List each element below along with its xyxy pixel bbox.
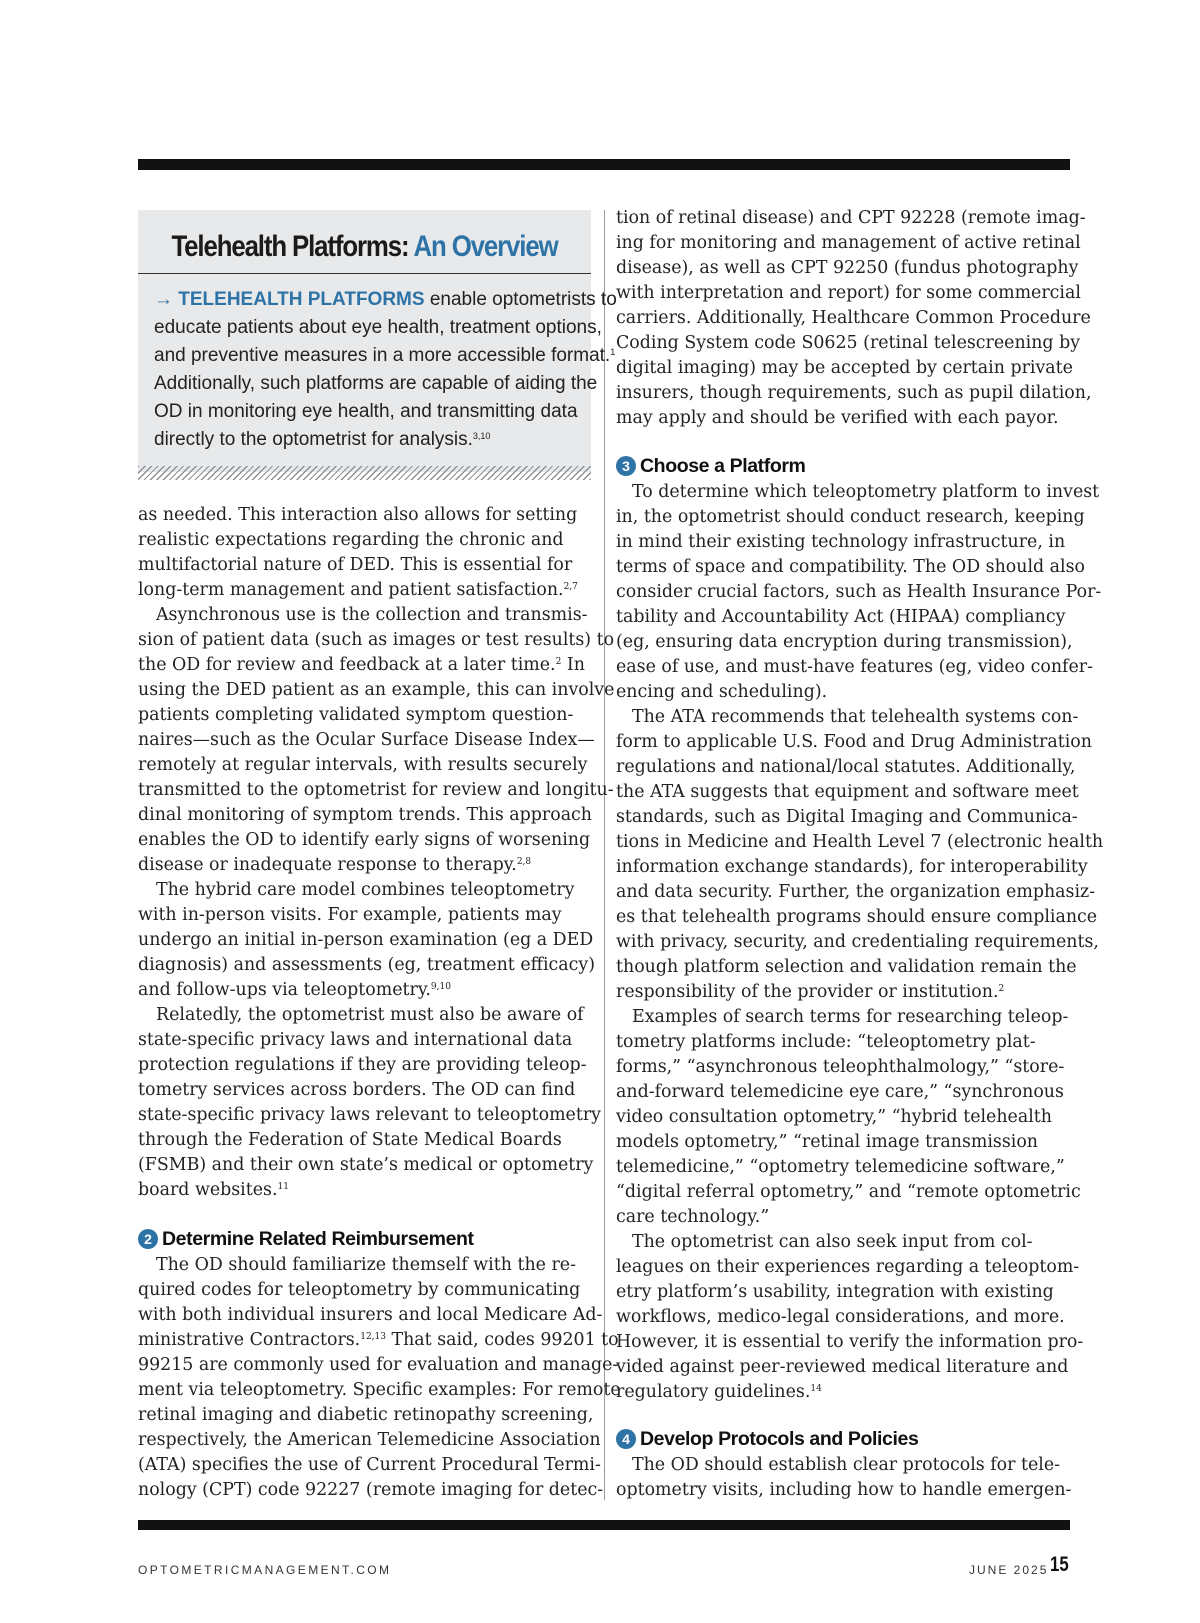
body-text: the OD for review and feedback at a later time.	[138, 655, 556, 675]
body-line: ease of use, and must-have features (eg, video confer-	[616, 657, 1093, 677]
body-text: ministrative Contractors.	[138, 1330, 361, 1350]
body-line: naires—such as the Ocular Surface Disease Index—	[138, 730, 595, 750]
body-line: using the DED patient as an example, this can involve	[138, 680, 615, 700]
sidebar-text	[154, 286, 617, 454]
body-line: with both individual insurers and local Medicare Ad-	[138, 1305, 603, 1325]
body-text: and follow-ups via teleoptometry.	[138, 980, 431, 1000]
body-line: carriers. Additionally, Healthcare Common Procedure	[616, 308, 1091, 328]
section-heading-platform	[616, 455, 805, 478]
body-line: and-forward telemedicine eye care,” “synchronous	[616, 1082, 1064, 1102]
body-text: disease or inadequate response to therapy.	[138, 855, 517, 875]
body-line: The optometrist can also seek input from col-	[632, 1232, 1033, 1252]
body-text: In	[561, 655, 585, 675]
reference-sup: 2,8	[516, 857, 532, 867]
body-line: nology (CPT) code 92227 (remote imaging for detec-	[138, 1480, 604, 1500]
body-line: standards, such as Digital Imaging and Communica-	[616, 807, 1078, 827]
body-line	[138, 653, 585, 678]
body-line: tions in Medicine and Health Level 7 (electronic health	[616, 832, 1104, 852]
body-line: forms,” “asynchronous teleophthalmology,” “store-	[616, 1057, 1065, 1077]
sidebar-lead: TELEHEALTH PLATFORMS	[178, 289, 425, 310]
body-line: es that telehealth programs should ensure compliance	[616, 907, 1098, 927]
body-line: insurers, though requirements, such as pupil dilation,	[616, 383, 1092, 403]
sidebar-line: educate patients about eye health, treatment options,	[154, 317, 602, 338]
body-line: 99215 are commonly used for evaluation and manage-	[138, 1355, 619, 1375]
body-line: the ATA suggests that equipment and software meet	[616, 782, 1079, 802]
sidebar-line: enable optometrists to	[424, 289, 617, 310]
sidebar-title	[170, 230, 560, 264]
body-line: (eg, ensuring data encryption during transmission),	[616, 632, 1073, 652]
sidebar-divider	[138, 273, 591, 274]
body-line: Relatedly, the optometrist must also be aware of	[156, 1005, 584, 1025]
body-line: telemedicine,” “optometry telemedicine software,”	[616, 1157, 1065, 1177]
body-line: leagues on their experiences regarding a teleoptom-	[616, 1257, 1080, 1277]
body-line: models optometry,” “retinal image transmission	[616, 1132, 1039, 1152]
body-line: transmitted to the optometrist for review and longitu-	[138, 780, 614, 800]
body-line: ment via teleoptometry. Specific examples: For remote	[138, 1380, 621, 1400]
body-line: video consultation optometry,” “hybrid telehealth	[616, 1107, 1052, 1127]
body-line: as needed. This interaction also allows for setting	[138, 505, 578, 525]
top-rule	[138, 159, 1070, 170]
sidebar-line: directly to the optometrist for analysis.	[154, 429, 473, 450]
body-line: state-specific privacy laws relevant to teleoptometry	[138, 1105, 601, 1125]
sidebar-title-accent: An Overview	[413, 230, 558, 263]
body-line: workflows, medico-legal considerations, and more.	[616, 1307, 1065, 1327]
body-line	[616, 980, 1004, 1005]
number-badge-icon: 3	[616, 456, 636, 476]
body-line	[138, 853, 531, 878]
reference-sup: 9,10	[430, 982, 451, 992]
body-line: realistic expectations regarding the chronic and	[138, 530, 564, 550]
footer-site: OPTOMETRICMANAGEMENT.COM	[138, 1563, 392, 1577]
body-line: (FSMB) and their own state’s medical or optometry	[138, 1155, 594, 1175]
reference-sup: 3,10	[472, 431, 491, 441]
body-line: digital imaging) may be accepted by certain private	[616, 358, 1073, 378]
body-line: tion of retinal disease) and CPT 92228 (remote imag-	[616, 208, 1086, 228]
body-line: encing and scheduling).	[616, 682, 828, 702]
body-line: ing for monitoring and management of active retinal	[616, 233, 1081, 253]
body-line: though platform selection and validation remain the	[616, 957, 1077, 977]
body-line: The hybrid care model combines teleoptometry	[156, 880, 575, 900]
reference-sup: 2	[998, 984, 1005, 994]
body-line: through the Federation of State Medical Boards	[138, 1130, 562, 1150]
sidebar-line: Additionally, such platforms are capable of aiding the	[154, 373, 598, 394]
body-line: However, it is essential to verify the information pro-	[616, 1332, 1084, 1352]
body-line: “digital referral optometry,” and “remote optometric	[616, 1182, 1081, 1202]
body-line: tometry platforms include: “teleoptometry plat-	[616, 1032, 1036, 1052]
arrow-icon: →	[154, 289, 173, 310]
body-line: sion of patient data (such as images or test results) to	[138, 630, 615, 650]
body-line: with in-person visits. For example, patients may	[138, 905, 562, 925]
body-line: remotely at regular intervals, with results securely	[138, 755, 588, 775]
sidebar-box	[138, 210, 617, 472]
body-line: enables the OD to identify early signs of worsening	[138, 830, 591, 850]
body-line: Coding System code S0625 (retinal telescreening by	[616, 333, 1081, 353]
body-line: The ATA recommends that telehealth systems con-	[632, 707, 1079, 727]
body-line: To determine which teleoptometry platform to invest	[632, 482, 1100, 502]
body-line: Examples of search terms for researching teleop-	[632, 1007, 1069, 1027]
body-line: in mind their existing technology infrastructure, in	[616, 532, 1066, 552]
body-line	[616, 1380, 822, 1405]
number-badge-icon: 2	[138, 1229, 158, 1249]
sidebar-hatch	[138, 466, 591, 480]
sidebar-line: OD in monitoring eye health, and transmitting data	[154, 401, 578, 422]
body-line	[138, 1328, 619, 1353]
body-line: Asynchronous use is the collection and transmis-	[156, 605, 588, 625]
page-number: 15	[1050, 1553, 1069, 1576]
body-line: patients completing validated symptom question-	[138, 705, 574, 725]
body-line: terms of space and compatibility. The OD should also	[616, 557, 1086, 577]
body-line	[138, 978, 451, 1003]
body-line: consider crucial factors, such as Health Insurance Por-	[616, 582, 1102, 602]
sidebar-title-main: Telehealth Platforms:	[171, 230, 409, 263]
body-line: and data security. Further, the organization emphasiz-	[616, 882, 1096, 902]
body-line: undergo an initial in-person examination (eg a DED	[138, 930, 594, 950]
body-text: long-term management and patient satisfaction.	[138, 580, 564, 600]
body-line: disease), as well as CPT 92250 (fundus photography	[616, 258, 1079, 278]
body-line: care technology.”	[616, 1207, 770, 1227]
body-line: tometry services across borders. The OD can find	[138, 1080, 576, 1100]
body-line: information exchange standards), for interoperability	[616, 857, 1088, 877]
body-line: vided against peer-reviewed medical literature and	[616, 1357, 1069, 1377]
body-text: board websites.	[138, 1180, 278, 1200]
number-badge-icon: 4	[616, 1429, 636, 1449]
reference-sup: 2	[555, 657, 562, 667]
footer-date: JUNE 2025	[969, 1563, 1049, 1577]
reference-sup: 14	[810, 1384, 822, 1394]
body-line: multifactorial nature of DED. This is essential for	[138, 555, 573, 575]
body-text: responsibility of the provider or institution.	[616, 982, 999, 1002]
section-heading-text: Develop Protocols and Policies	[640, 1428, 919, 1450]
body-line: protection regulations if they are providing teleop-	[138, 1055, 587, 1075]
section-heading-protocols	[616, 1428, 918, 1451]
body-line: The OD should establish clear protocols for tele-	[632, 1455, 1061, 1475]
body-line: diagnosis) and assessments (eg, treatment efficacy)	[138, 955, 595, 975]
body-line: with interpretation and report) for some commercial	[616, 283, 1081, 303]
section-heading-reimbursement	[138, 1228, 474, 1251]
body-line: in, the optometrist should conduct research, keeping	[616, 507, 1085, 527]
reference-sup: 12,13	[360, 1332, 386, 1342]
bottom-rule	[138, 1520, 1070, 1530]
body-line	[138, 1178, 289, 1203]
body-line: state-specific privacy laws and international data	[138, 1030, 573, 1050]
body-line: regulations and national/local statutes. Additionally,	[616, 757, 1076, 777]
body-line: etry platform’s usability, integration with existing	[616, 1282, 1054, 1302]
column-divider	[604, 210, 605, 1500]
body-line: with privacy, security, and credentialing requirements,	[616, 932, 1099, 952]
body-line: optometry visits, including how to handle emergen-	[616, 1480, 1072, 1500]
reference-sup: 2,7	[563, 582, 578, 592]
reference-sup: 1	[610, 347, 616, 357]
body-line	[138, 578, 578, 603]
body-line: may apply and should be verified with each payor.	[616, 408, 1059, 428]
body-line: form to applicable U.S. Food and Drug Administration	[616, 732, 1092, 752]
body-line: respectively, the American Telemedicine Association	[138, 1430, 601, 1450]
body-line: quired codes for teleoptometry by communicating	[138, 1280, 581, 1300]
sidebar-line: and preventive measures in a more accessible format.	[154, 345, 611, 366]
section-heading-text: Choose a Platform	[640, 455, 806, 477]
body-text: regulatory guidelines.	[616, 1382, 811, 1402]
body-line: dinal monitoring of symptom trends. This approach	[138, 805, 592, 825]
body-line: retinal imaging and diabetic retinopathy screening,	[138, 1405, 594, 1425]
reference-sup: 11	[277, 1182, 289, 1192]
section-heading-text: Determine Related Reimbursement	[162, 1228, 474, 1250]
body-line: tability and Accountability Act (HIPAA) compliancy	[616, 607, 1066, 627]
body-line: The OD should familiarize themself with the re-	[156, 1255, 576, 1275]
body-line: (ATA) specifies the use of Current Procedural Termi-	[138, 1455, 601, 1475]
body-text: That said, codes 99201 to	[385, 1330, 619, 1350]
